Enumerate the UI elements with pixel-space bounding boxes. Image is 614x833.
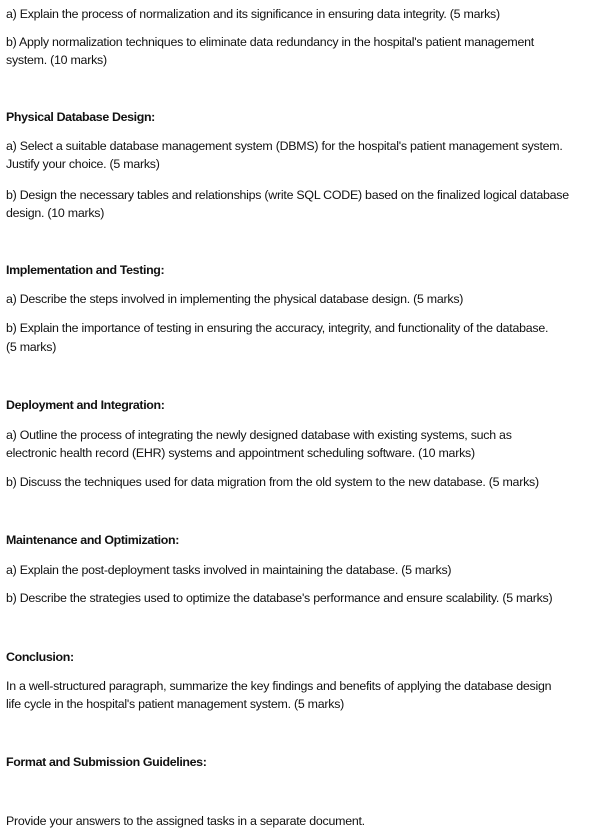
item-text-line: Provide your answers to the assigned tasks in a separate document. (6, 814, 365, 828)
item-text-line: b) Apply normalization techniques to eliminate data redundancy in the hospital's patient management (6, 35, 534, 49)
item-text-line: a) Select a suitable database management system (DBMS) for the hospital's patient management system. (6, 139, 563, 153)
item-text-line: a) Explain the process of normalization and its significance in ensuring data integrity. (5 marks) (6, 7, 500, 21)
section-heading: Maintenance and Optimization: (6, 533, 179, 547)
section-heading: Format and Submission Guidelines: (6, 755, 207, 769)
item-text-line: a) Outline the process of integrating the newly designed database with existing systems, such as (6, 428, 512, 442)
section-heading: Implementation and Testing: (6, 263, 165, 277)
item-text-line: In a well-structured paragraph, summarize the key findings and benefits of applying the database design (6, 679, 552, 693)
item-text-line: b) Design the necessary tables and relationships (write SQL CODE) based on the finalized logical database (6, 188, 569, 202)
item-text-line: b) Discuss the techniques used for data migration from the old system to the new database. (5 marks) (6, 475, 539, 489)
item-text-line: b) Explain the importance of testing in ensuring the accuracy, integrity, and functionality of the database. (6, 321, 549, 335)
item-text-line: a) Explain the post-deployment tasks involved in maintaining the database. (5 marks) (6, 563, 452, 577)
item-text-line: Justify your choice. (5 marks) (6, 157, 160, 171)
section-heading: Deployment and Integration: (6, 398, 165, 412)
item-text-line: electronic health record (EHR) systems and appointment scheduling software. (10 marks) (6, 446, 475, 460)
item-text-line: b) Describe the strategies used to optimize the database's performance and ensure scalability. (5 marks) (6, 591, 553, 605)
item-text-line: design. (10 marks) (6, 206, 105, 220)
item-text-line: system. (10 marks) (6, 53, 107, 67)
item-text-line: a) Describe the steps involved in implementing the physical database design. (5 marks) (6, 292, 464, 306)
item-text-line: (5 marks) (6, 340, 57, 354)
section-heading: Physical Database Design: (6, 110, 155, 124)
section-heading: Conclusion: (6, 650, 74, 664)
item-text-line: life cycle in the hospital's patient management system. (5 marks) (6, 697, 345, 711)
